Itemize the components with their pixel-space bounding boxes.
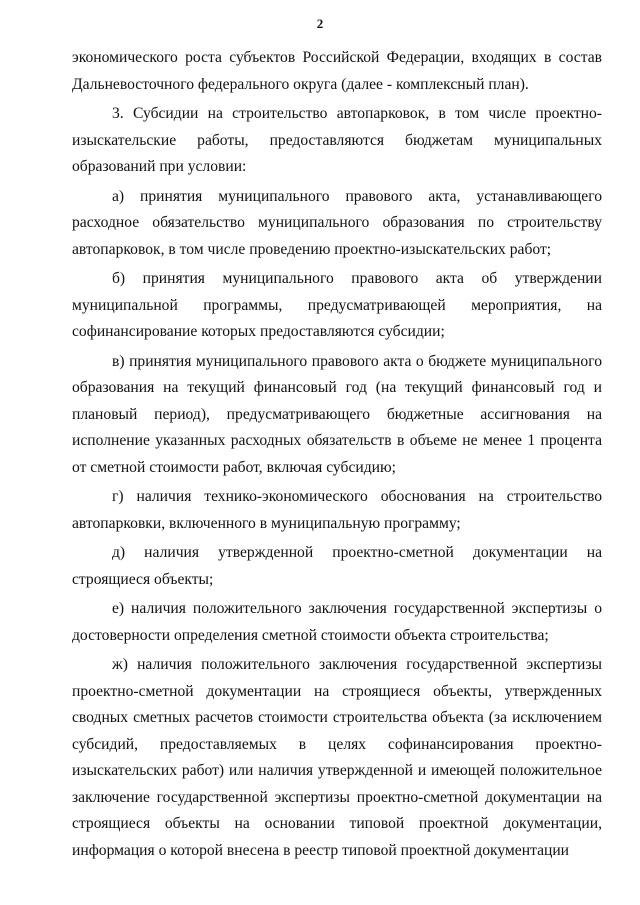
document-body: [72, 45, 602, 864]
paragraph-subitem-v: в) принятия муниципального правового акта о бюджете муниципального образования на текущий финансовый год (на текущий финансовый год и плановый период), предусматривающего бюджетные ассигнования на исполнение указанных расходных обязательств в объеме не менее 1 процента от сметной стоимости работ, включая субсидию;: [72, 352, 602, 476]
paragraph-continuation: экономического роста субъектов Российской Федерации, входящих в состав Дальневосточного федерального округа (далее - комплексный план).: [72, 49, 602, 93]
paragraph-subitem-zh: ж) наличия положительного заключения государственной экспертизы проектно-сметной документации на строящиеся объекты, утвержденных сводных сметных расчетов стоимости строительства объекта (за исключением субсидий, предоставляемых в целях софинансирования проектно-изыскательских работ) или наличия утвержденной и имеющей положительное заключение государственной экспертизы проектно-сметной документации на строящиеся объекты на основании типовой проектной документации, информация о которой внесена в реестр типовой проектной документации: [72, 656, 602, 859]
paragraph-subitem-a: а) принятия муниципального правового акта, устанавливающего расходное обязательство муниципального образования по строительству автопарковок, в том числе проведению проектно-изыскательских работ;: [72, 187, 602, 258]
paragraph-item-3: 3. Субсидии на строительство автопарковок, в том числе проектно-изыскательские работы, предоставляются бюджетам муниципальных образований при условии:: [72, 105, 602, 175]
page-number: 2: [316, 16, 324, 31]
paragraph-subitem-b: б) принятия муниципального правового акта об утверждении муниципальной программы, предусматривающей мероприятия, на софинансирование которых предоставляются субсидии;: [72, 270, 602, 340]
paragraph-subitem-d: д) наличия утвержденной проектно-сметной документации на строящиеся объекты;: [72, 544, 602, 588]
paragraph-subitem-g: г) наличия технико-экономического обоснования на строительство автопарковки, включенного в муниципальную программу;: [72, 488, 602, 532]
paragraph-subitem-e: е) наличия положительного заключения государственной экспертизы о достоверности определения сметной стоимости объекта строительства;: [72, 600, 602, 644]
